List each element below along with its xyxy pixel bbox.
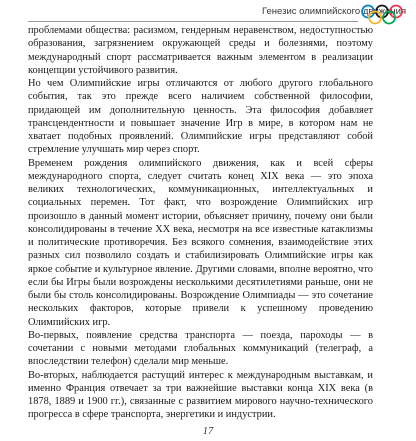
- body-text: [28, 24, 373, 422]
- paragraph-birth-of-movement: Временем рождения олимпийского движения, как и всей сферы международного спорта, следует считать конец XIX века — это эпоха великих технологических, коммуникационных, интеллектуальных и социальных перемен. Тот факт, что возрождение Олимпийских игр произошло в данный момент истории, объясняет причину, почему они были консолидированы в течение XX века, несмотря на все известные катаклизмы и политические противоречия. Без всякого сомнения, взаимодействие этих разных сил позволило создать и стабилизировать Олимпийские игры как яркое событие и культурное явление. Другими словами, вполне вероятно, что если бы Игры были возрождены несколькими десятилетиями раньше, они не были бы столь консолидированы. Возрождение Олимпиады — это сочетание нескольких факторов, которые привели к успешному проведению Олимпийских игр.: [28, 157, 373, 328]
- paragraph-exhibitions: Во-вторых, наблюдается растущий интерес к международным выставкам, и именно Франция отвечает за три важнейшие выставки конца XIX века (в 1878, 1889 и 1900 гг.), связанные с развитием мирового научно-технического прогресса в сфере транспорта, энергетики и индустрии.: [28, 369, 373, 421]
- running-header: [0, 0, 416, 24]
- olympic-rings-logo: [360, 4, 408, 26]
- paragraph-transport: Во-первых, появление средства транспорта — поезда, пароходы — в сочетании с новыми методами глобальных коммуникаций (телеграф, а впоследствии телефон) сделали мир меньше.: [28, 329, 373, 368]
- running-header-title: Генезис олимпийского движения: [262, 6, 407, 17]
- header-rule: [28, 21, 358, 22]
- paragraph-continuation: проблемами общества: расизмом, гендерным неравенством, недоступностью образования, загрязнением окружающей среды и болезнями, поэтому международный спорт рассматривается важным элементом в реализации концепции устойчивого развития.: [28, 25, 373, 76]
- page-number: 17: [202, 426, 214, 437]
- paragraph-philosophy: Но чем Олимпийские игры отличаются от любого другого глобального события, так это прежде всего наличием собственной философии, придающей им дополнительную ценность. Эта философия добавляет трансцендентности и повышает значение Игр в мире, в котором нам не хватает подобных проявлений. Олимпийские игры представляют собой стремление улучшать мир через спорт.: [28, 78, 373, 156]
